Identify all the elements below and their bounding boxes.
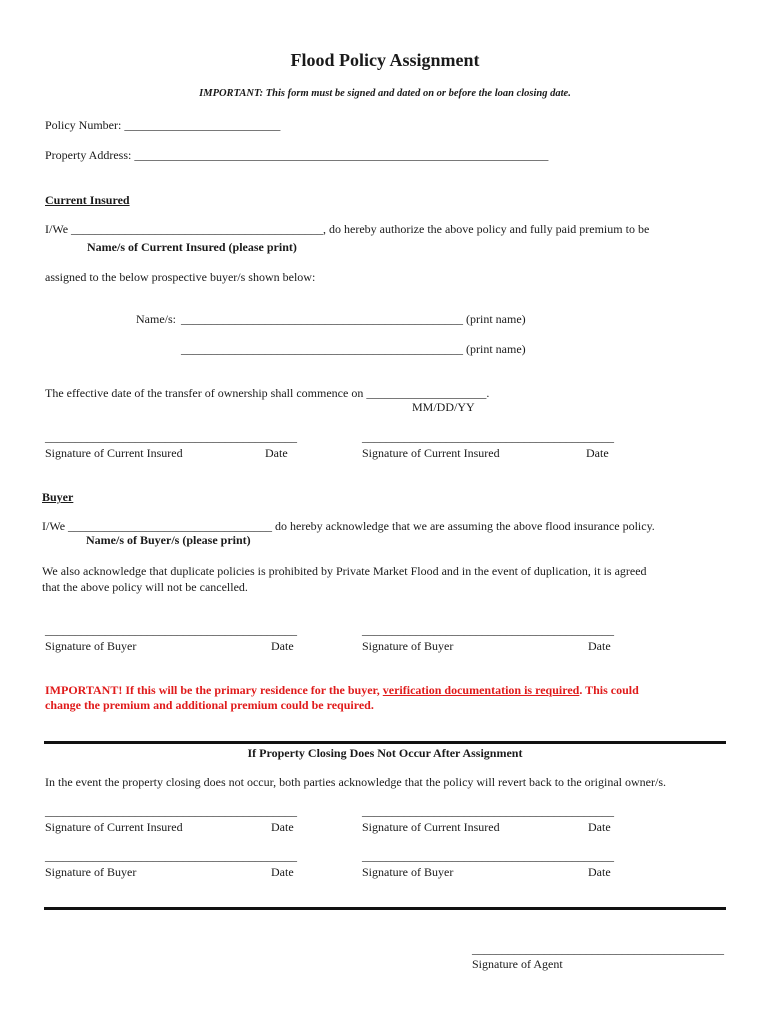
- authorize-prefix: I/We: [45, 222, 69, 236]
- current-insured-names-field[interactable]: __________________________________________: [71, 222, 324, 236]
- authorize-row: [45, 222, 649, 236]
- buyer-signature-label-1: Signature of Buyer: [45, 639, 137, 653]
- verification-requirement: verification documentation is required: [382, 683, 580, 697]
- closing-buyer-signature-line-2[interactable]: __________________________________________: [362, 849, 614, 863]
- closing-buyer-signature-label-2: Signature of Buyer: [362, 865, 454, 879]
- current-insured-heading: Current Insured: [45, 193, 130, 207]
- closing-current-date-label-1: Date: [271, 820, 294, 834]
- buyer-ack-prefix: I/We: [42, 519, 66, 533]
- buyer-name-field-1[interactable]: _______________________________________________ (print name): [181, 312, 526, 326]
- buyer-name-field-2[interactable]: _______________________________________________ (print name): [181, 342, 526, 356]
- property-address-label: Property Address:: [45, 148, 132, 162]
- policy-number-field[interactable]: __________________________: [124, 118, 281, 132]
- authorize-suffix: , do hereby authorize the above policy and fully paid premium to be: [323, 222, 650, 236]
- current-insured-names-caption: Name/s of Current Insured (please print): [87, 240, 297, 254]
- closing-buyer-signature-line-1[interactable]: __________________________________________: [45, 849, 297, 863]
- page-title: Flood Policy Assignment: [290, 50, 480, 70]
- buyer-ack-row: [42, 519, 655, 533]
- closing-heading: If Property Closing Does Not Occur After Assignment: [247, 746, 523, 760]
- closing-current-signature-label-1: Signature of Current Insured: [45, 820, 183, 834]
- closing-current-signature-line-1[interactable]: __________________________________________: [45, 804, 297, 818]
- policy-number-row: [45, 118, 280, 132]
- closing-text: In the event the property closing does not occur, both parties acknowledge that the policy will revert back to the original owner/s.: [45, 775, 666, 789]
- closing-current-signature-label-2: Signature of Current Insured: [362, 820, 500, 834]
- agent-signature-label: Signature of Agent: [472, 957, 563, 971]
- warning-text-2: . This could: [579, 683, 639, 697]
- closing-current-date-label-2: Date: [588, 820, 611, 834]
- closing-buyer-date-label-1: Date: [271, 865, 294, 879]
- buyer-names-field[interactable]: __________________________________: [68, 519, 273, 533]
- buyer-heading: Buyer: [42, 490, 74, 504]
- buyer-signature-line-1[interactable]: __________________________________________: [45, 623, 297, 637]
- property-address-field[interactable]: _____________________________________________________________________: [134, 148, 549, 162]
- date-format-caption: MM/DD/YY: [412, 400, 475, 414]
- duplicate-text-2: that the above policy will not be cancelled.: [42, 580, 248, 594]
- effective-date-text[interactable]: The effective date of the transfer of ownership shall commence on ____________________.: [45, 386, 490, 400]
- current-insured-date-label-1: Date: [265, 446, 288, 460]
- closing-buyer-signature-label-1: Signature of Buyer: [45, 865, 137, 879]
- buyer-date-label-2: Date: [588, 639, 611, 653]
- current-insured-signature-line-1[interactable]: __________________________________________: [45, 430, 297, 444]
- current-insured-date-label-2: Date: [586, 446, 609, 460]
- current-insured-signature-line-2[interactable]: __________________________________________: [362, 430, 614, 444]
- names-label: Name/s:: [136, 312, 176, 326]
- current-insured-signature-label-1: Signature of Current Insured: [45, 446, 183, 460]
- agent-signature-line[interactable]: __________________________________________: [472, 942, 724, 956]
- current-insured-signature-label-2: Signature of Current Insured: [362, 446, 500, 460]
- section-divider-bottom: [44, 907, 726, 910]
- primary-residence-warning: [45, 683, 639, 697]
- warning-text-3: change the premium and additional premium could be required.: [45, 698, 374, 712]
- buyer-date-label-1: Date: [271, 639, 294, 653]
- assigned-text: assigned to the below prospective buyer/s shown below:: [45, 270, 316, 284]
- section-divider-top: [44, 741, 726, 744]
- buyer-names-caption: Name/s of Buyer/s (please print): [86, 533, 251, 547]
- duplicate-text-1: We also acknowledge that duplicate policies is prohibited by Private Market Flood and in the event of duplication, it is agreed: [42, 564, 647, 578]
- important-note: IMPORTANT: This form must be signed and dated on or before the loan closing date.: [199, 88, 571, 99]
- buyer-ack-suffix: do hereby acknowledge that we are assuming the above flood insurance policy.: [275, 519, 655, 533]
- property-address-row: [45, 148, 548, 162]
- buyer-signature-label-2: Signature of Buyer: [362, 639, 454, 653]
- warning-text-1: IMPORTANT! If this will be the primary residence for the buyer,: [45, 683, 383, 697]
- policy-number-label: Policy Number:: [45, 118, 122, 132]
- closing-current-signature-line-2[interactable]: __________________________________________: [362, 804, 614, 818]
- buyer-signature-line-2[interactable]: __________________________________________: [362, 623, 614, 637]
- closing-buyer-date-label-2: Date: [588, 865, 611, 879]
